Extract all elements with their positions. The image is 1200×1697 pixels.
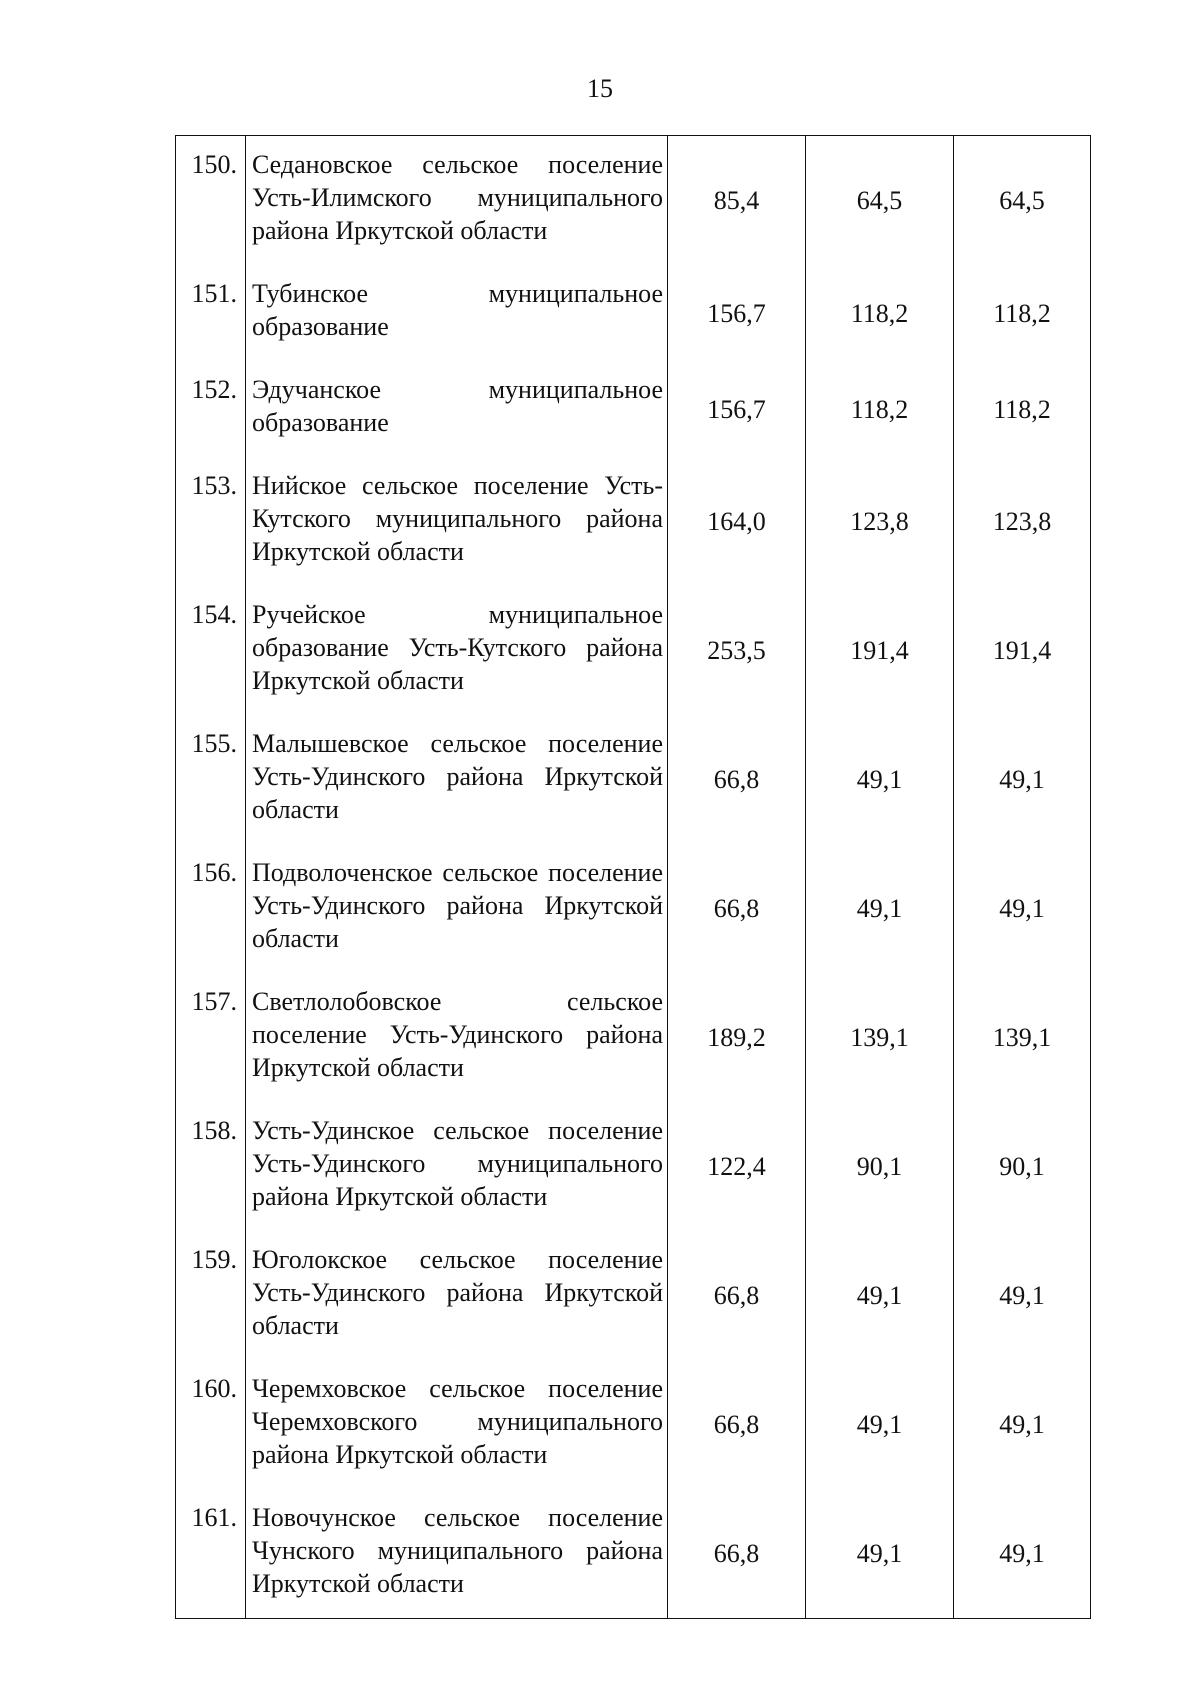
value-col-2: 90,1 [806,1102,954,1231]
value-col-3: 139,1 [954,973,1091,1102]
row-number: 152. [176,361,246,457]
row-number: 153. [176,457,246,586]
row-number: 155. [176,715,246,844]
table-body [176,136,1091,1619]
settlement-name: Черемховское сельское поселение Черемховского муниципального района Иркутской области [246,1360,668,1489]
value-col-1: 189,2 [668,973,806,1102]
row-number: 158. [176,1102,246,1231]
table-row [176,715,1091,844]
table-row [176,844,1091,973]
value-col-3: 64,5 [954,136,1091,266]
value-col-1: 66,8 [668,844,806,973]
value-col-3: 90,1 [954,1102,1091,1231]
table-row [176,136,1091,266]
settlement-name: Юголокское сельское поселение Усть-Удинского района Иркутской области [246,1231,668,1360]
value-col-2: 49,1 [806,715,954,844]
row-number: 156. [176,844,246,973]
value-col-2: 49,1 [806,844,954,973]
value-col-1: 164,0 [668,457,806,586]
value-col-3: 118,2 [954,265,1091,361]
row-number: 161. [176,1489,246,1619]
value-col-3: 49,1 [954,844,1091,973]
value-col-1: 156,7 [668,265,806,361]
value-col-1: 66,8 [668,1489,806,1619]
table-row [176,1231,1091,1360]
value-col-3: 49,1 [954,1360,1091,1489]
value-col-1: 66,8 [668,1231,806,1360]
value-col-3: 49,1 [954,715,1091,844]
settlement-name: Новочунское сельское поселение Чунского муниципального района Иркутской области [246,1489,668,1619]
settlement-name: Малышевское сельское поселение Усть-Удинского района Иркутской области [246,715,668,844]
value-col-1: 66,8 [668,1360,806,1489]
value-col-3: 49,1 [954,1231,1091,1360]
value-col-2: 191,4 [806,586,954,715]
value-col-2: 49,1 [806,1231,954,1360]
row-number: 159. [176,1231,246,1360]
settlement-name: Седановское сельское поселение Усть-Илимского муниципального района Иркутской области [246,136,668,266]
table-row [176,586,1091,715]
table-row [176,265,1091,361]
table-row [176,457,1091,586]
value-col-2: 49,1 [806,1360,954,1489]
table-row [176,1102,1091,1231]
settlement-name: Тубинское муниципальное образование [246,265,668,361]
table-row [176,361,1091,457]
value-col-2: 123,8 [806,457,954,586]
value-col-1: 122,4 [668,1102,806,1231]
value-col-3: 118,2 [954,361,1091,457]
data-table [175,135,1091,1619]
settlement-name: Эдучанское муниципальное образование [246,361,668,457]
value-col-1: 253,5 [668,586,806,715]
value-col-2: 139,1 [806,973,954,1102]
value-col-1: 66,8 [668,715,806,844]
settlement-name: Усть-Удинское сельское поселение Усть-Удинского муниципального района Иркутской области [246,1102,668,1231]
settlement-name: Ручейское муниципальное образование Усть-Кутского района Иркутской области [246,586,668,715]
value-col-2: 64,5 [806,136,954,266]
settlement-name: Подволоченское сельское поселение Усть-Удинского района Иркутской области [246,844,668,973]
table-row [176,1360,1091,1489]
value-col-1: 85,4 [668,136,806,266]
settlement-name: Нийское сельское поселение Усть-Кутского муниципального района Иркутской области [246,457,668,586]
row-number: 154. [176,586,246,715]
row-number: 150. [176,136,246,266]
value-col-3: 123,8 [954,457,1091,586]
value-col-1: 156,7 [668,361,806,457]
value-col-2: 118,2 [806,265,954,361]
page-number: 15 [587,74,613,103]
value-col-3: 191,4 [954,586,1091,715]
value-col-3: 49,1 [954,1489,1091,1619]
row-number: 160. [176,1360,246,1489]
row-number: 157. [176,973,246,1102]
table-row [176,973,1091,1102]
table-row [176,1489,1091,1619]
value-col-2: 49,1 [806,1489,954,1619]
value-col-2: 118,2 [806,361,954,457]
settlement-name: Светлолобовское сельское поселение Усть-Удинского района Иркутской области [246,973,668,1102]
row-number: 151. [176,265,246,361]
